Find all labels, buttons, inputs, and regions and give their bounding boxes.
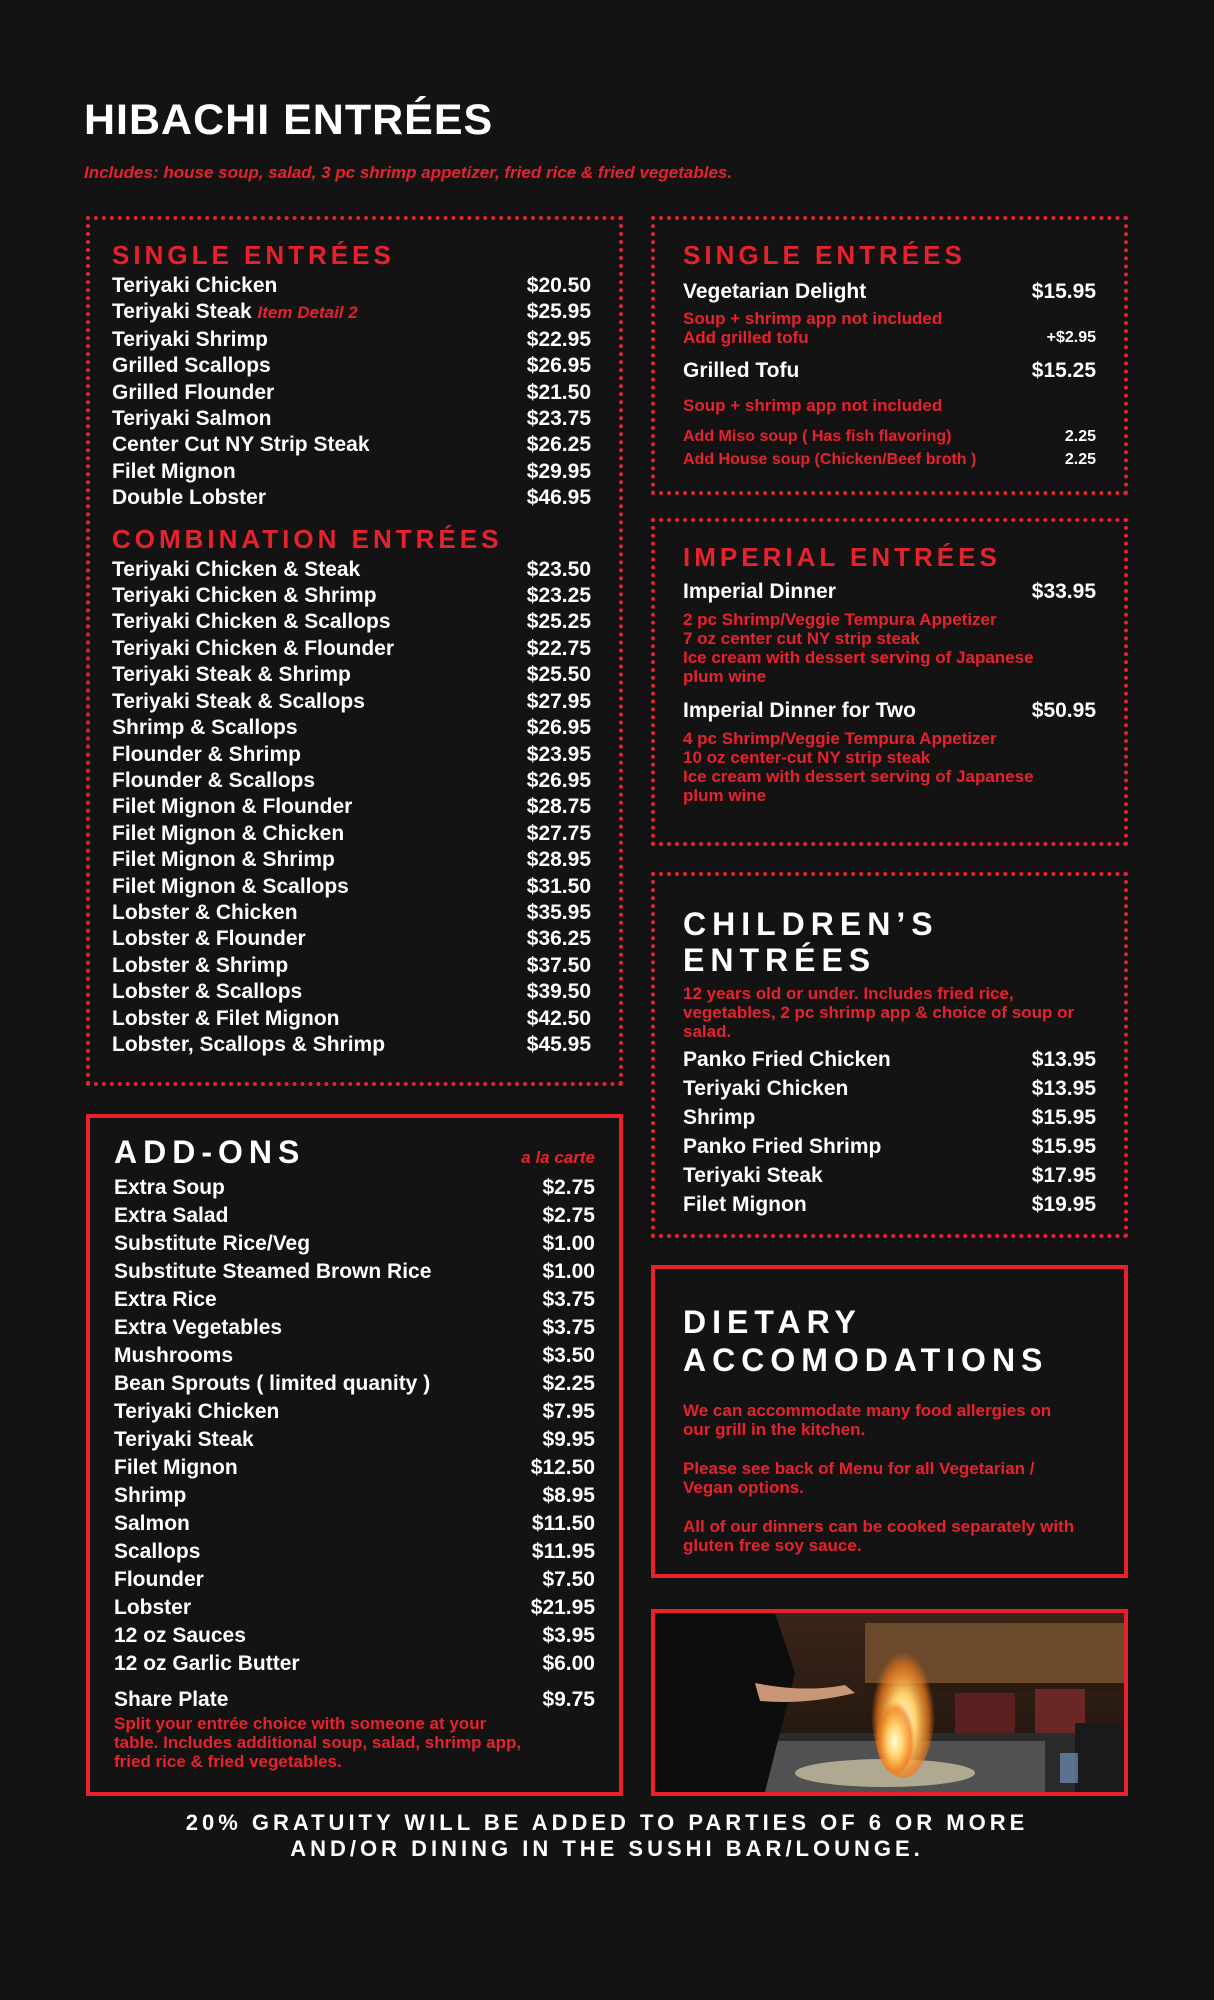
addons-list bbox=[114, 1174, 595, 1678]
menu-item: Bean Sprouts ( limited quanity ) $2.25 bbox=[114, 1372, 595, 1395]
single-entrees-list bbox=[112, 273, 591, 512]
menu-item: Teriyaki Shrimp $22.95 bbox=[112, 327, 591, 351]
menu-item: Filet Mignon $19.95 bbox=[683, 1193, 1096, 1216]
menu-item: Lobster $21.95 bbox=[114, 1596, 595, 1619]
single-entrees-right-box bbox=[651, 216, 1128, 495]
menu-item: Shrimp $8.95 bbox=[114, 1484, 595, 1507]
menu-item: 12 oz Garlic Butter $6.00 bbox=[114, 1652, 595, 1675]
menu-item: Teriyaki Steak & Shrimp $25.50 bbox=[112, 663, 591, 687]
single-entrees-right-heading: SINGLE ENTRÉES bbox=[683, 240, 966, 270]
imperial-entrees-heading: IMPERIAL ENTRÉES bbox=[683, 542, 1001, 572]
menu-item: Filet Mignon & Shrimp $28.95 bbox=[112, 848, 591, 872]
menu-item: Salmon $11.50 bbox=[114, 1512, 595, 1535]
addon-row: Add grilled tofu +$2.95 bbox=[683, 328, 1096, 347]
menu-item: Double Lobster $46.95 bbox=[112, 486, 591, 510]
menu-item: Substitute Steamed Brown Rice $1.00 bbox=[114, 1260, 595, 1283]
addons-heading: ADD-ONS bbox=[114, 1134, 306, 1170]
menu-item: Teriyaki Steak $17.95 bbox=[683, 1164, 1096, 1187]
menu-item: Lobster & Scallops $39.50 bbox=[112, 980, 591, 1004]
page-subtitle: Includes: house soup, salad, 3 pc shrimp appetizer, fried rice & fried vegetables. bbox=[84, 163, 733, 182]
item-note: 4 pc Shrimp/Veggie Tempura Appetizer bbox=[683, 729, 997, 748]
menu-item: Grilled Flounder $21.50 bbox=[112, 380, 591, 404]
menu-item: Extra Salad $2.75 bbox=[114, 1204, 595, 1227]
menu-item: Imperial Dinner for Two $50.95 bbox=[683, 699, 1096, 722]
menu-item: Filet Mignon & Chicken $27.75 bbox=[112, 821, 591, 845]
menu-item: Extra Rice $3.75 bbox=[114, 1288, 595, 1311]
dietary-paragraph: All of our dinners can be cooked separately with gluten free soy sauce. bbox=[683, 1517, 1075, 1555]
gratuity-footer bbox=[0, 1810, 1214, 1862]
menu-item: Teriyaki Chicken & Shrimp $23.25 bbox=[112, 584, 591, 608]
menu-item: Filet Mignon & Scallops $31.50 bbox=[112, 874, 591, 898]
menu-item: Lobster, Scallops & Shrimp $45.95 bbox=[112, 1032, 591, 1056]
menu-item: Lobster & Chicken $35.95 bbox=[112, 900, 591, 924]
menu-item: Teriyaki Chicken $7.95 bbox=[114, 1400, 595, 1423]
a-la-carte-tag: a la carte bbox=[521, 1148, 595, 1167]
menu-item: Teriyaki Chicken $13.95 bbox=[683, 1077, 1096, 1100]
gratuity-line2: AND/OR DINING IN THE SUSHI BAR/LOUNGE. bbox=[290, 1836, 924, 1861]
menu-item: Teriyaki Chicken & Steak $23.50 bbox=[112, 557, 591, 581]
menu-item: Extra Soup $2.75 bbox=[114, 1176, 595, 1199]
menu-item: Vegetarian Delight $15.95 bbox=[683, 280, 1096, 303]
dietary-box bbox=[651, 1265, 1128, 1578]
menu-item: Flounder $7.50 bbox=[114, 1568, 595, 1591]
menu-item: Extra Vegetables $3.75 bbox=[114, 1316, 595, 1339]
share-plate-item: Share Plate $9.75 bbox=[114, 1688, 595, 1711]
menu-item: Teriyaki Steak & Scallops $27.95 bbox=[112, 689, 591, 713]
item-note: 2 pc Shrimp/Veggie Tempura Appetizer bbox=[683, 610, 997, 629]
menu-item: Scallops $11.95 bbox=[114, 1540, 595, 1563]
gratuity-line1: 20% GRATUITY WILL BE ADDED TO PARTIES OF 6 OR MORE bbox=[185, 1810, 1029, 1835]
menu-item: Shrimp $15.95 bbox=[683, 1106, 1096, 1129]
single-entrees-left-box bbox=[86, 216, 623, 1086]
menu-item: Panko Fried Shrimp $15.95 bbox=[683, 1135, 1096, 1158]
item-note: 7 oz center cut NY strip steak bbox=[683, 629, 920, 648]
menu-item: Grilled Tofu $15.25 bbox=[683, 359, 1096, 382]
menu-item: Filet Mignon $12.50 bbox=[114, 1456, 595, 1479]
menu-item: Teriyaki Steak Item Detail 2 $25.95 bbox=[112, 300, 591, 324]
menu-item: Teriyaki Chicken $20.50 bbox=[112, 274, 591, 297]
item-note: Ice cream with dessert serving of Japanese plum wine bbox=[683, 767, 1034, 805]
menu-item: Teriyaki Salmon $23.75 bbox=[112, 407, 591, 431]
dietary-heading-line2: ACCOMODATIONS bbox=[683, 1342, 1049, 1378]
dietary-paragraph: We can accommodate many food allergies on our grill in the kitchen. bbox=[683, 1401, 1052, 1439]
menu-item: Mushrooms $3.50 bbox=[114, 1344, 595, 1367]
menu-item: Flounder & Shrimp $23.95 bbox=[112, 742, 591, 766]
page-title: HIBACHI ENTRÉES bbox=[84, 96, 494, 144]
item-note: Soup + shrimp app not included bbox=[683, 309, 943, 328]
dietary-heading-line1: DIETARY bbox=[683, 1304, 862, 1340]
menu-item: Lobster & Filet Mignon $42.50 bbox=[112, 1006, 591, 1030]
menu-item: Center Cut NY Strip Steak $26.25 bbox=[112, 433, 591, 457]
menu-item: Shrimp & Scallops $26.95 bbox=[112, 716, 591, 740]
single-entrees-heading: SINGLE ENTRÉES bbox=[112, 240, 395, 270]
menu-item: Lobster & Flounder $36.25 bbox=[112, 927, 591, 951]
item-detail: Item Detail 2 bbox=[257, 303, 358, 323]
menu-item: Lobster & Shrimp $37.50 bbox=[112, 953, 591, 977]
childrens-entrees-box bbox=[651, 872, 1128, 1238]
menu-item: Substitute Rice/Veg $1.00 bbox=[114, 1232, 595, 1255]
menu-item: Filet Mignon $29.95 bbox=[112, 459, 591, 483]
childrens-heading-line1: CHILDREN’S bbox=[683, 906, 939, 942]
menu-item: Grilled Scallops $26.95 bbox=[112, 354, 591, 378]
addon-row: Add House soup (Chicken/Beef broth ) 2.25 bbox=[683, 451, 1096, 468]
dietary-paragraph: Please see back of Menu for all Vegetarian / Vegan options. bbox=[683, 1459, 1035, 1497]
childrens-note: 12 years old or under. Includes fried rice, vegetables, 2 pc shrimp app & choice of soup or salad. bbox=[683, 984, 1075, 1041]
imperial-entrees-box bbox=[651, 518, 1128, 846]
menu-item: Imperial Dinner $33.95 bbox=[683, 580, 1096, 603]
menu-item: Teriyaki Chicken & Scallops $25.25 bbox=[112, 610, 591, 634]
menu-item: Filet Mignon & Flounder $28.75 bbox=[112, 795, 591, 819]
combination-entrees-list bbox=[112, 557, 591, 1059]
item-note: Ice cream with dessert serving of Japanese plum wine bbox=[683, 648, 1034, 686]
childrens-list bbox=[683, 1045, 1096, 1219]
menu-item: Teriyaki Steak $9.95 bbox=[114, 1428, 595, 1451]
item-note: Soup + shrimp app not included bbox=[683, 396, 943, 415]
addons-box bbox=[86, 1114, 623, 1796]
addon-row: Add Miso soup ( Has fish flavoring) 2.25 bbox=[683, 428, 1096, 445]
menu-item: Teriyaki Chicken & Flounder $22.75 bbox=[112, 636, 591, 660]
combination-entrees-heading: COMBINATION ENTRÉES bbox=[112, 523, 503, 554]
menu-item: Flounder & Scallops $26.95 bbox=[112, 768, 591, 792]
menu-item: Panko Fried Chicken $13.95 bbox=[683, 1048, 1096, 1071]
share-plate-note: Split your entrée choice with someone at your table. Includes additional soup, salad, shrimp app, fried rice & fried vegetables. bbox=[114, 1714, 522, 1771]
menu-item: 12 oz Sauces $3.95 bbox=[114, 1624, 595, 1647]
hibachi-photo-illustration bbox=[655, 1613, 1124, 1792]
hibachi-chef-photo bbox=[651, 1609, 1128, 1796]
item-note: 10 oz center-cut NY strip steak bbox=[683, 748, 931, 767]
childrens-heading-line2: ENTRÉES bbox=[683, 942, 877, 978]
